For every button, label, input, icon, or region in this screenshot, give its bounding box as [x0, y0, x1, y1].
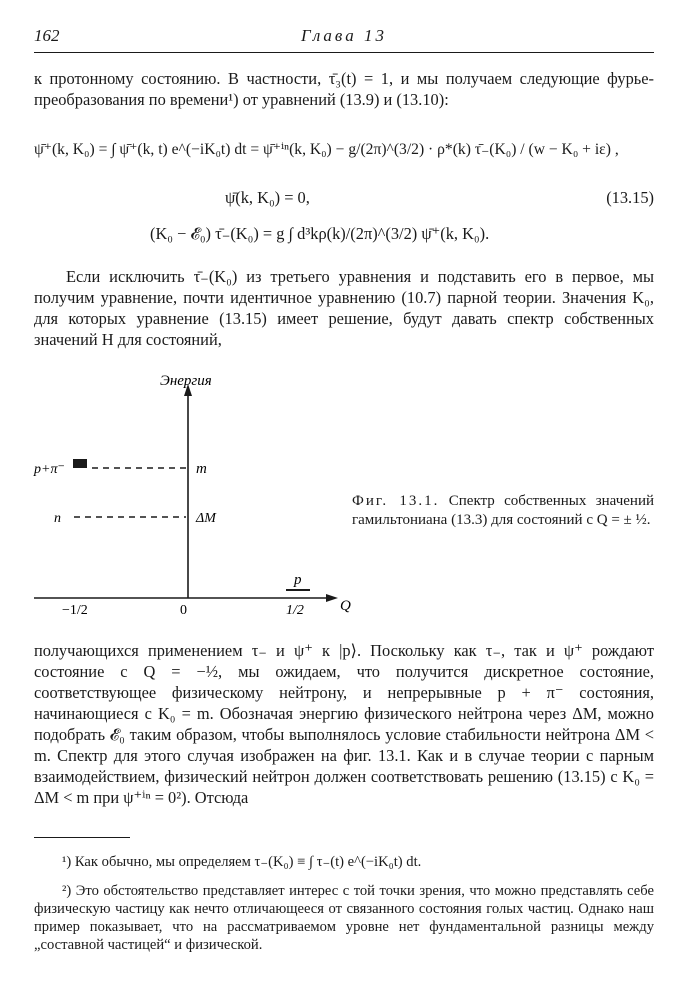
paragraph-3: получающихся применением τ₋ и ψ⁺ к |p⟩. Поскольку как τ₋, так и ψ⁺ рождают состояние с Q = −½, мы ожидаем, что получится дискретное состояние, соответствующее физическому нейтрону, и непрерывные p + π⁻ состояния, начинающиеся с K₀ = m. Обозначая энергию физического нейтрона через ΔM, можно подобрать 𝓔₀ таким образом, чтобы выполнялось условие стабильности нейтрона ΔM < m. Спектр для этого случая изображен на фиг. 13.1. Как и в случае теории с парным взаимодействием, физический нейтрон должен соответствовать решению (13.15) с K₀ = ΔM < m при ψ⁺ⁱⁿ = 0²). Отсюда — [34, 641, 654, 807]
equation-line-3: (K₀ − 𝓔₀) τ̄₋(K₀) = g ∫ d³kρ(k)/(2π)^(3/2) ψ̄⁺(k, K₀). — [150, 224, 490, 243]
level-continuum — [33, 459, 207, 477]
energy-label-delta-m: ΔM — [196, 511, 216, 526]
chapter-title: Глава 13 — [301, 26, 387, 45]
paragraph-1: к протонному состоянию. В частности, τ̄₃(t) = 1, и мы получаем следующие фурье-преобразования по времени¹) от уравнений (13.9) и (13.10): — [34, 69, 654, 109]
x-axis-label: Q — [340, 598, 351, 614]
x-axis-arrow — [326, 594, 338, 602]
equation-line-2: ψ̄(k, K₀) = 0, — [225, 188, 310, 207]
level-state-label-continuum: p+π⁻ — [34, 462, 65, 477]
x-tick-label-neg-half: −1/2 — [62, 603, 88, 618]
equation-number: (13.15) — [606, 188, 654, 207]
page-number: 162 — [34, 26, 60, 45]
header-rule — [34, 52, 654, 53]
level-state-label-neutron: n — [54, 511, 61, 526]
footnote-1: ¹) Как обычно, мы определяем τ₋(K₀) ≡ ∫ τ₋(t) e^(−iK₀t) dt. — [62, 854, 422, 870]
x-tick-label-half: 1/2 — [286, 603, 304, 618]
running-header — [34, 26, 654, 52]
paragraph-2: Если исключить τ̄₋(K₀) из третьего уравнения и подставить его в первое, мы получим уравнение, почти идентичное уравнению (10.7) парной теории. Значения K₀, для которых уравнение (13.15) имеет решение, будут давать спектр собственных значений H для состояний, — [34, 267, 654, 349]
level-neutron — [54, 511, 217, 526]
footnote-2: ²) Это обстоятельство представляет интерес с той точки зрения, что можно представлять себе физическую частицу как нечто отличающееся от связанного состояния голых частиц. Однако наш пример показывает, что на рассматриваемом уровне нет фундаментальной разницы между „составной частицей“ и физической. — [34, 883, 654, 953]
figure-caption-label: Фиг. 13.1. — [352, 493, 440, 509]
y-axis-label: Энергия — [160, 373, 212, 389]
spectrum-figure — [0, 360, 360, 622]
continuum-mark — [73, 459, 87, 468]
x-tick-label-zero: 0 — [180, 603, 187, 618]
equation-line-1: ψ̄⁺(k, K₀) = ∫ ψ̄⁺(k, t) e^(−iK₀t) dt = ψ̄⁺ⁱⁿ(k, K₀) − g/(2π)^(3/2) · ρ*(k) τ̄₋(K₀) / (w − K₀ + iε) , — [34, 141, 619, 158]
footnote-rule — [34, 837, 130, 838]
level-state-label-proton: p — [294, 572, 302, 588]
energy-label-m: m — [196, 461, 207, 477]
figure-caption — [352, 492, 654, 530]
level-proton — [286, 572, 310, 590]
figure-caption-text: Спектр собственных значений гамильтониана (13.3) для состояний с Q = ± ½. — [352, 493, 654, 528]
